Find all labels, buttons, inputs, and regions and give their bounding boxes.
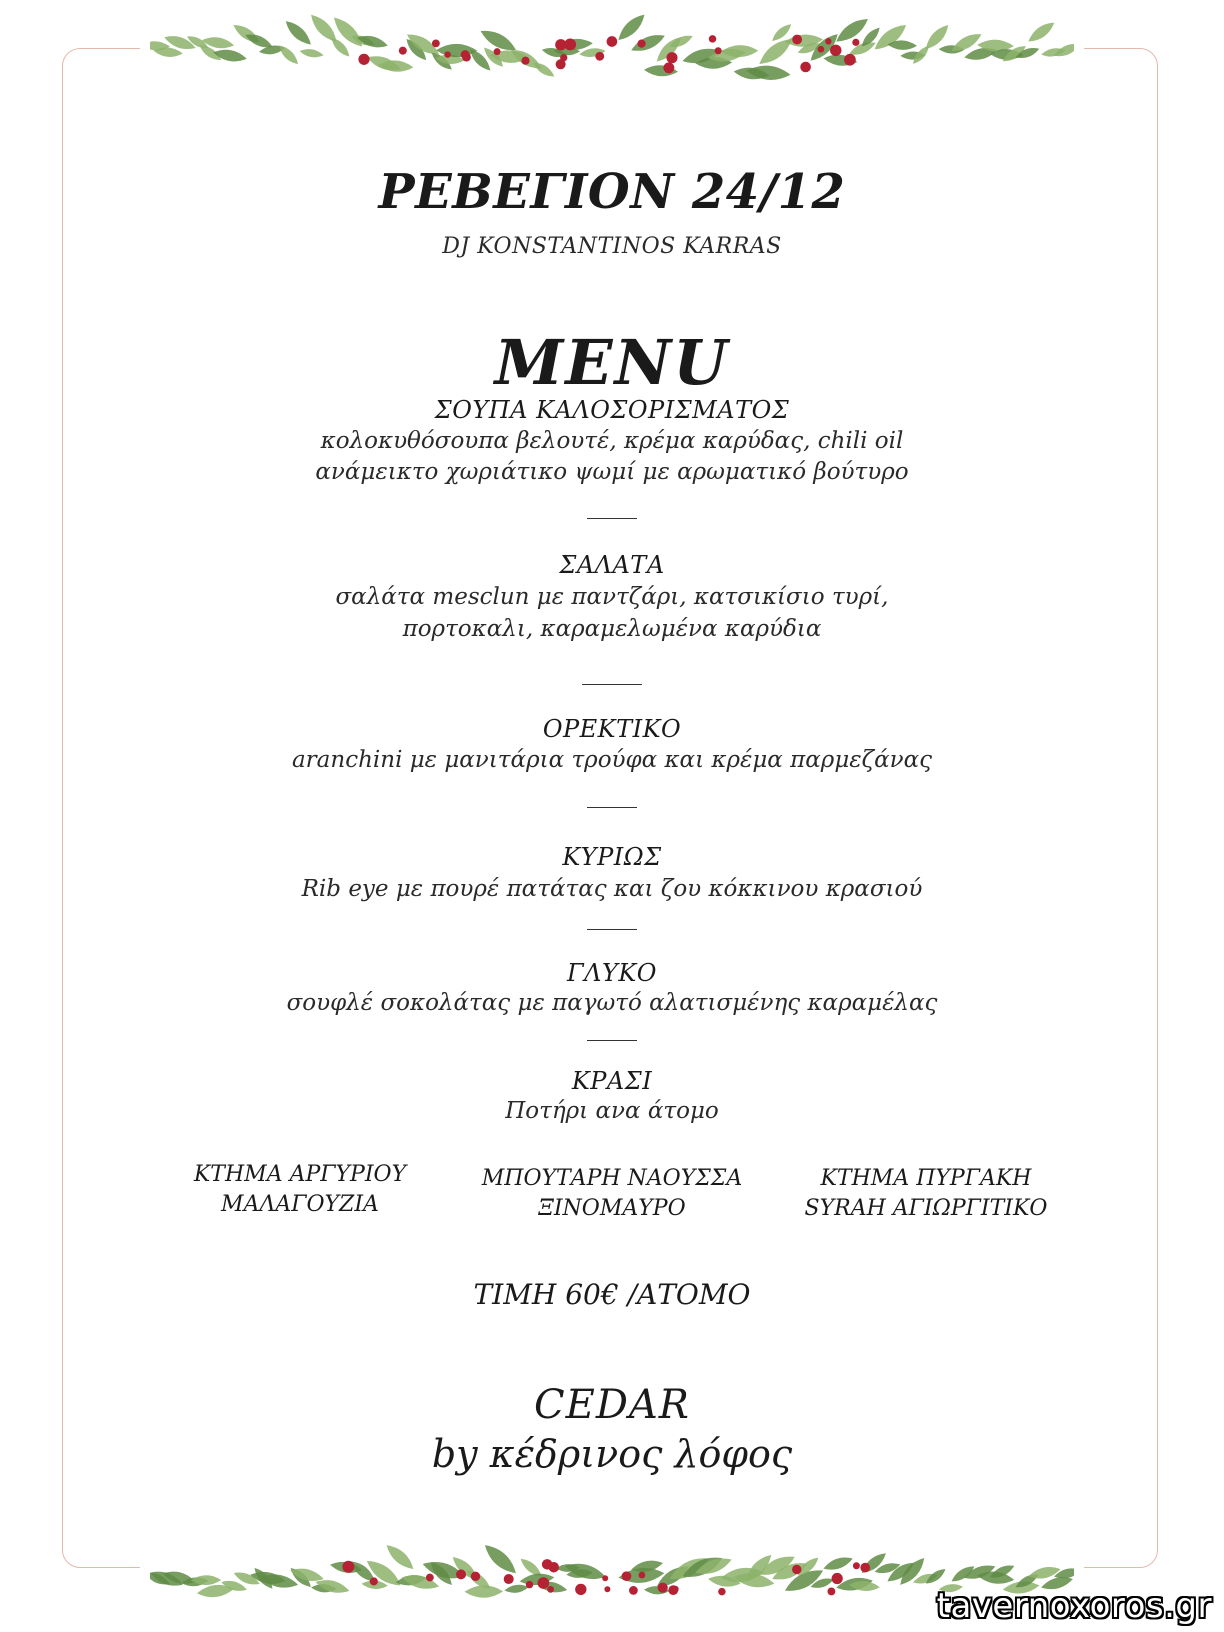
- section-divider: [587, 518, 637, 519]
- wine-option: [442, 1164, 782, 1224]
- wine-option: [756, 1164, 1096, 1224]
- section-divider: [587, 929, 637, 930]
- course-heading-dessert: ΓΛΥΚΟ: [567, 959, 657, 987]
- watermark-text: tavernoxoros.gr: [936, 1586, 1212, 1626]
- section-divider: [587, 807, 637, 808]
- course-heading-appetizer: ΟΡΕΚΤΙΚΟ: [542, 715, 682, 743]
- price-per-person: ΤΙΜΗ 60€ /ΑΤΟΜΟ: [473, 1278, 751, 1311]
- brand-tagline: by κέδρινος λόφος: [431, 1432, 793, 1476]
- menu-frame: [62, 48, 1158, 1568]
- wine-option: [130, 1160, 470, 1220]
- section-divider: [587, 1040, 637, 1041]
- course-line: κολοκυθόσουπα βελουτέ, κρέμα καρύδας, chili oil: [320, 428, 904, 454]
- course-line: ανάμεικτο χωριάτικο ψωμί με αρωματικό βούτυρο: [315, 459, 909, 485]
- holly-garland-top-decoration: [150, 0, 1074, 120]
- section-divider: [582, 684, 642, 685]
- brand-name: CEDAR: [534, 1382, 690, 1428]
- course-line: Rib eye με πουρέ πατάτας και ζου κόκκινου κρασιού: [301, 876, 923, 902]
- course-line: πορτοκαλι, καραμελωμένα καρύδια: [402, 616, 822, 642]
- course-heading-salad: ΣΑΛΑΤΑ: [559, 551, 665, 579]
- wine-producer: ΚΤΗΜΑ ΠΥΡΓΑΚΗ: [820, 1166, 1032, 1191]
- dj-subtitle: DJ KONSTANTINOS KARRAS: [442, 234, 782, 259]
- holly-garland-bottom-decoration: [150, 1520, 1074, 1632]
- wine-producer: ΜΠΟΥΤΑΡΗ ΝΑΟΥΣΣΑ: [481, 1166, 743, 1191]
- course-heading-main: ΚΥΡΙΩΣ: [562, 843, 662, 871]
- course-line: σαλάτα mesclun με παντζάρι, κατσικίσιο τυρί,: [335, 584, 889, 610]
- course-line: aranchini με μανιτάρια τρούφα και κρέμα παρμεζάνας: [291, 747, 933, 773]
- course-heading-wine: ΚΡΑΣΙ: [571, 1067, 653, 1095]
- course-line: Ποτήρι ανα άτομο: [505, 1098, 719, 1124]
- course-heading-soup: ΣΟΥΠΑ ΚΑΛΟΣΟΡΙΣΜΑΤΟΣ: [434, 396, 790, 424]
- wine-variety: ΜΑΛΑΓΟΥΖΙΑ: [221, 1192, 379, 1217]
- wine-producer: ΚΤΗΜΑ ΑΡΓΥΡΙΟΥ: [193, 1162, 407, 1187]
- menu-heading: MENU: [494, 326, 730, 399]
- wine-variety: SYRAH ΑΓΙΩΡΓΙΤΙΚΟ: [804, 1196, 1048, 1221]
- wine-variety: ΞΙΝΟΜΑΥΡΟ: [538, 1196, 686, 1221]
- course-line: σουφλέ σοκολάτας με παγωτό αλατισμένης καραμέλας: [286, 990, 938, 1016]
- page-title: ΡΕΒΕΓΙΟΝ 24/12: [378, 164, 846, 220]
